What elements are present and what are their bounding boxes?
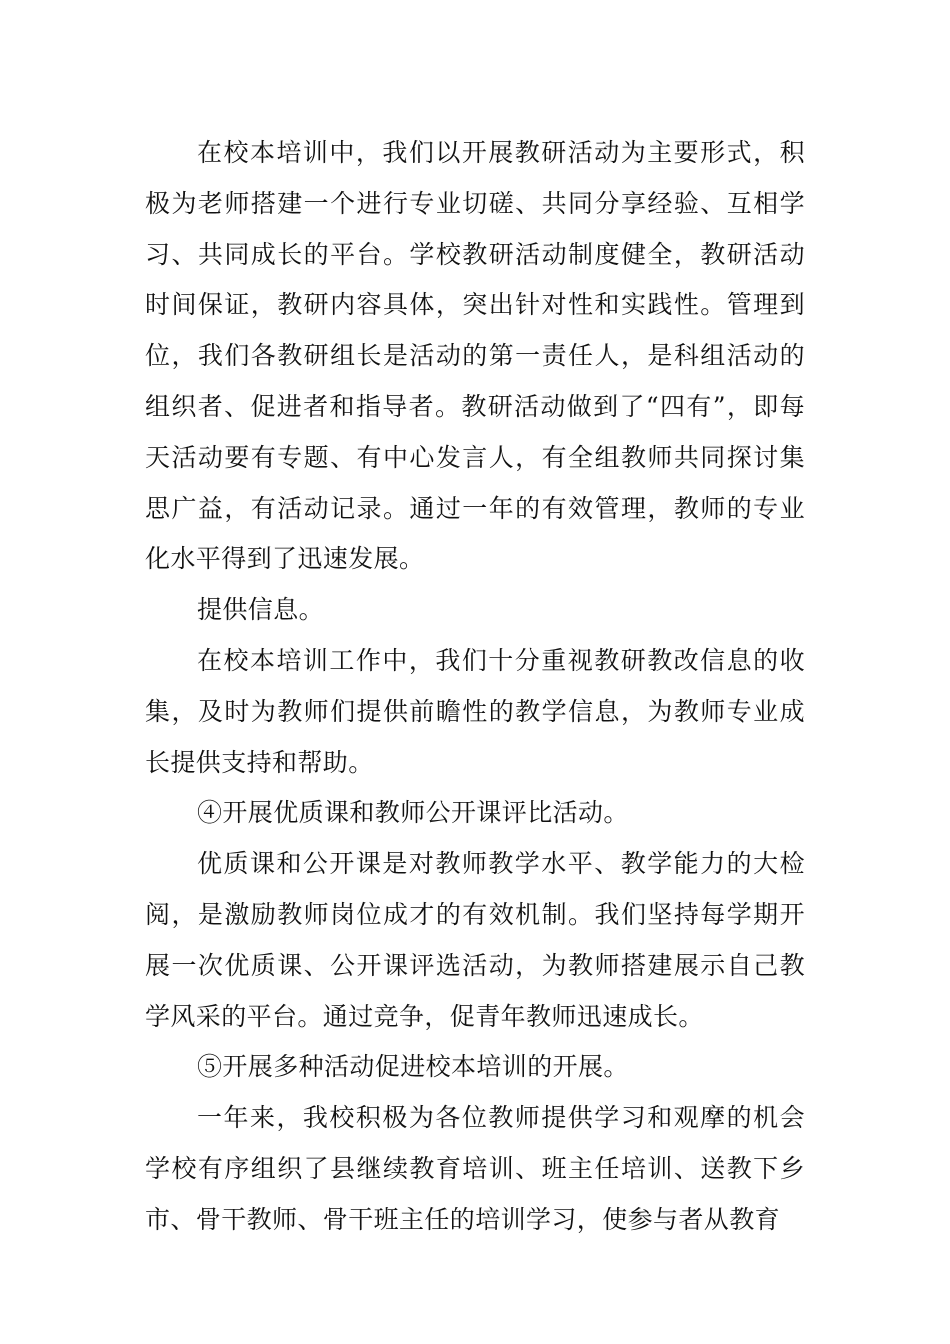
paragraph-provide-info-heading: 提供信息。 bbox=[197, 595, 325, 625]
document-body bbox=[145, 128, 805, 1246]
paragraph-heading-4: ④开展优质课和教师公开课评比活动。 bbox=[197, 798, 629, 828]
paragraph-training-opportunities: 一年来，我校积极为各位教师提供学习和观摩的机会学校有序组织了县继续教育培训、班主任培训、送教下乡市、骨干教师、骨干班主任的培训学习，使参与者从教育 bbox=[145, 1103, 805, 1234]
paragraph-teaching-research: 在校本培训中，我们以开展教研活动为主要形式，积极为老师搭建一个进行专业切磋、共同分享经验、互相学习、共同成长的平台。学校教研活动制度健全，教研活动时间保证，教研内容具体，突出针对性和实践性。管理到位，我们各教研组长是活动的第一责任人，是科组活动的组织者、促进者和指导者。教研活动做到了“四有”，即每天活动要有专题、有中心发言人，有全组教师共同探讨集思广益，有活动记录。通过一年的有效管理，教师的专业化水平得到了迅速发展。 bbox=[145, 138, 805, 574]
paragraph-quality-lessons: 优质课和公开课是对教师教学水平、教学能力的大检阅，是激励教师岗位成才的有效机制。我们坚持每学期开展一次优质课、公开课评选活动，为教师搭建展示自己教学风采的平台。通过竞争，促青年教师迅速成长。 bbox=[145, 849, 805, 1031]
paragraph-info-collection: 在校本培训工作中，我们十分重视教研教改信息的收集，及时为教师们提供前瞻性的教学信息，为教师专业成长提供支持和帮助。 bbox=[145, 645, 805, 777]
paragraph-heading-5: ⑤开展多种活动促进校本培训的开展。 bbox=[197, 1052, 629, 1082]
